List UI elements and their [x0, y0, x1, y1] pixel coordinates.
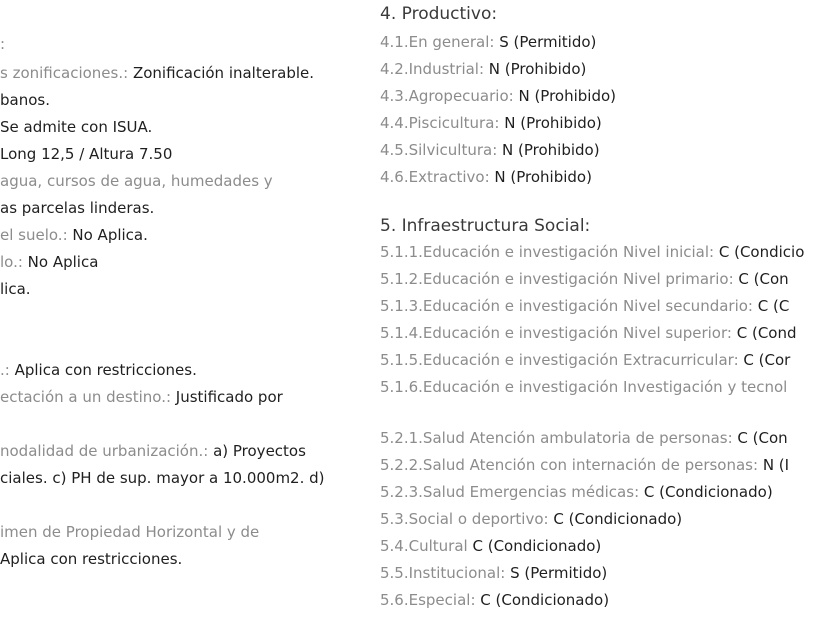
infraestructura-item: 5.3.Social o deportivo: C (Condicionado) — [380, 510, 683, 528]
infraestructura-item: 5.2.2.Salud Atención con internación de personas: N (I — [380, 456, 790, 474]
infraestructura-item: 5.1.3.Educación e investigación Nivel secundario: C (C — [380, 297, 790, 315]
left-line-4: Long 12,5 / Altura 7.50 — [0, 145, 173, 163]
left-line-9: lica. — [0, 280, 31, 298]
infraestructura-title: 5. Infraestructura Social: — [380, 216, 591, 236]
left-line-6: as parcelas linderas. — [0, 199, 155, 217]
left-line-5: agua, cursos de agua, humedades y — [0, 172, 273, 190]
left-line-11: ectación a un destino.: Justificado por — [0, 388, 283, 406]
left-line-0: : — [0, 35, 6, 53]
infraestructura-item: 5.5.Institucional: S (Permitido) — [380, 564, 608, 582]
left-line-7: el suelo.: No Aplica. — [0, 226, 148, 244]
productivo-item: 4.3.Agropecuario: N (Prohibido) — [380, 87, 617, 105]
left-line-15: Aplica con restricciones. — [0, 550, 183, 568]
infraestructura-item: 5.6.Especial: C (Condicionado) — [380, 591, 610, 609]
productivo-item: 4.2.Industrial: N (Prohibido) — [380, 60, 587, 78]
left-line-13: ciales. c) PH de sup. mayor a 10.000m2. d) — [0, 469, 325, 487]
left-line-1: s zonificaciones.: Zonificación inalterable. — [0, 64, 315, 82]
productivo-item: 4.1.En general: S (Permitido) — [380, 33, 597, 51]
infraestructura-item: 5.1.5.Educación e investigación Extracurricular: C (Cor — [380, 351, 791, 369]
productivo-item: 4.5.Silvicultura: N (Prohibido) — [380, 141, 600, 159]
infraestructura-item: 5.1.4.Educación e investigación Nivel superior: C (Cond — [380, 324, 797, 342]
infraestructura-item: 5.2.1.Salud Atención ambulatoria de personas: C (Con — [380, 429, 788, 447]
left-line-10: .: Aplica con restricciones. — [0, 361, 197, 379]
left-line-8: lo.: No Aplica — [0, 253, 99, 271]
left-line-14: imen de Propiedad Horizontal y de — [0, 523, 260, 541]
productivo-item: 4.4.Piscicultura: N (Prohibido) — [380, 114, 602, 132]
infraestructura-item: 5.4.Cultural C (Condicionado) — [380, 537, 602, 555]
left-line-2: banos. — [0, 91, 50, 109]
infraestructura-item: 5.2.3.Salud Emergencias médicas: C (Condicionado) — [380, 483, 773, 501]
productivo-title: 4. Productivo: — [380, 4, 498, 24]
left-line-3: Se admite con ISUA. — [0, 118, 153, 136]
productivo-item: 4.6.Extractivo: N (Prohibido) — [380, 168, 592, 186]
left-line-12: nodalidad de urbanización.: a) Proyectos — [0, 442, 306, 460]
infraestructura-item: 5.1.6.Educación e investigación Investigación y tecnol — [380, 378, 788, 396]
infraestructura-item: 5.1.2.Educación e investigación Nivel primario: C (Con — [380, 270, 789, 288]
infraestructura-item: 5.1.1.Educación e investigación Nivel inicial: C (Condicio — [380, 243, 805, 261]
